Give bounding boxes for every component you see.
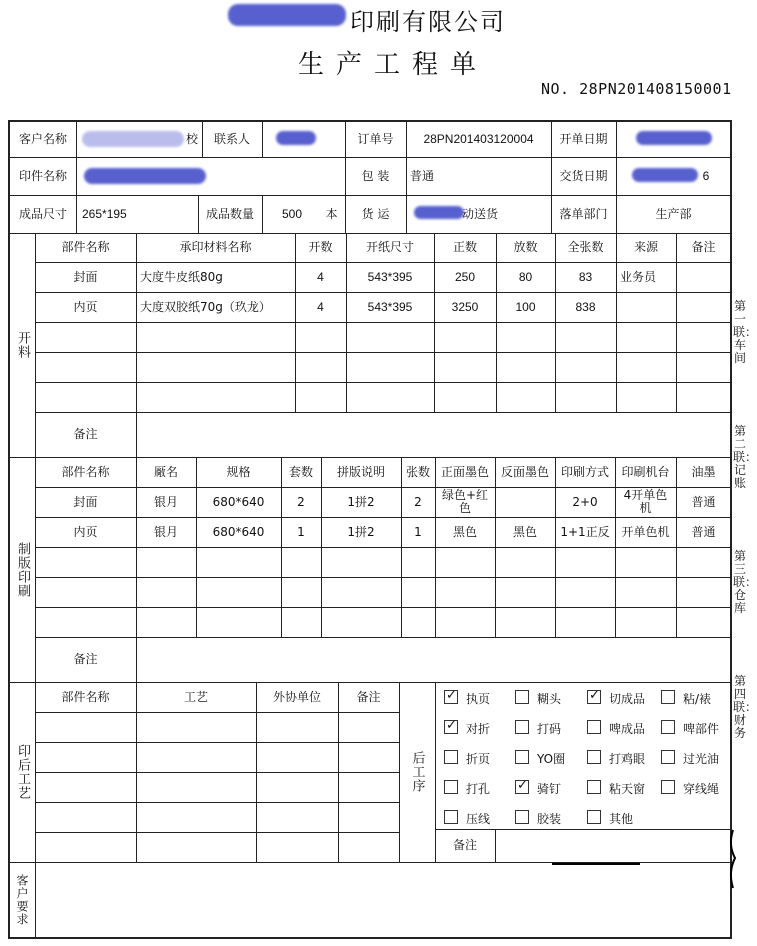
print-header-cell: 规格 (226, 464, 251, 479)
checkbox-label: YO圈 (537, 752, 566, 766)
print-table-cell: 银月 (153, 494, 178, 509)
kailiao-table-cell: 83 (578, 269, 593, 284)
kailiao-table-cell: 80 (518, 269, 533, 284)
order-number-label: 订单号 (357, 131, 394, 146)
quantity-value: 500 (281, 206, 303, 221)
checkbox-label: 粘天窗 (609, 782, 646, 796)
checkbox-label: 啤部件 (683, 722, 720, 736)
finished-size-label: 成品尺寸 (18, 206, 67, 221)
kailiao-table-cell: 内页 (73, 299, 98, 314)
print-table-cell (495, 487, 555, 517)
print-table-cell: 2+0 (572, 494, 598, 509)
redacted-delivery-date (632, 168, 698, 182)
checkbox-label: 切成品 (609, 692, 646, 706)
section-kailiao: 开料 (15, 331, 30, 359)
checkbox[interactable] (515, 720, 529, 734)
kailiao-table-cell (616, 292, 680, 322)
kailiao-table-cell (676, 292, 731, 322)
post-header-part: 部件名称 (61, 689, 110, 704)
redacted-customer-name (82, 131, 184, 147)
checkbox-label: 打鸡眼 (609, 752, 646, 766)
kailiao-header-cell: 开纸尺寸 (365, 240, 414, 254)
print-remark-label: 备注 (73, 652, 98, 666)
kailiao-table-cell: 543*395 (367, 269, 413, 284)
customer-name-label: 客户名称 (18, 131, 67, 146)
print-header-cell: 油墨 (691, 464, 716, 479)
section-print: 制版印刷 (15, 541, 30, 598)
print-header-cell: 厰名 (153, 464, 178, 479)
shipping-value: 动送货 (462, 206, 499, 221)
print-table-cell: 1 (297, 524, 305, 539)
packing-label: 包 装 (361, 168, 390, 183)
department-label: 落单部门 (559, 206, 608, 221)
delivery-date-label: 交货日期 (559, 168, 608, 183)
customer-name-value: 校 (185, 131, 198, 146)
checkbox[interactable] (587, 750, 601, 764)
post-process-label: 后工序 (409, 751, 425, 793)
checkbox-label: 骑钉 (537, 782, 562, 796)
company-name: 印刷有限公司 (350, 8, 506, 36)
kailiao-table-cell: 4 (317, 269, 324, 284)
print-table-cell: 绿色+红色 (441, 488, 489, 515)
page-title: 生产工程单 (298, 50, 489, 80)
shipping-label: 货 运 (361, 206, 390, 221)
kailiao-header-cell: 放数 (513, 240, 538, 254)
packing-value: 普通 (410, 168, 435, 183)
kailiao-header-cell: 全张数 (567, 240, 604, 254)
post-remark-label: 备注 (452, 838, 477, 852)
checkbox[interactable] (444, 810, 458, 824)
kailiao-table-cell (676, 262, 731, 292)
print-table-cell: 1拼2 (347, 524, 375, 539)
checkbox[interactable] (661, 690, 675, 704)
print-header-cell: 正面墨色 (440, 464, 489, 479)
kailiao-header-cell: 承印材料名称 (179, 240, 252, 254)
checkbox-label: 压线 (466, 812, 491, 826)
checkbox-label: 其他 (609, 812, 634, 826)
checkbox-label: 粘/裱 (683, 692, 712, 706)
print-table-cell: 680*640 (212, 524, 265, 539)
kailiao-remark-label: 备注 (73, 427, 98, 441)
checkbox-label: 打孔 (466, 782, 491, 796)
print-header-cell: 张数 (405, 464, 430, 479)
checkbox[interactable] (587, 720, 601, 734)
section-customer-requirements: 客户要求 (15, 874, 29, 926)
checkbox[interactable] (515, 690, 529, 704)
section-post-process: 印后工艺 (15, 744, 30, 800)
print-header-cell: 套数 (288, 464, 313, 479)
print-table-cell: 银月 (153, 524, 178, 539)
checkbox-label: 对折 (466, 722, 491, 736)
checkbox[interactable] (587, 690, 601, 704)
print-header-cell: 反面墨色 (500, 464, 549, 479)
print-table-cell: 普通 (691, 494, 716, 509)
copy-label: 第四联：财务 (733, 674, 757, 740)
print-table-cell: 680*640 (212, 494, 265, 509)
post-header-remark: 备注 (356, 689, 381, 704)
contact-label: 联系人 (213, 131, 250, 146)
checkbox[interactable] (444, 780, 458, 794)
checkbox-label: 折页 (466, 752, 491, 766)
print-table-cell: 黑色 (452, 524, 477, 539)
checkbox-label: 胶装 (537, 812, 562, 826)
kailiao-table-cell: 业务员 (620, 269, 657, 284)
checkbox-label: 执页 (466, 692, 491, 706)
kailiao-table-cell: 543*395 (367, 299, 413, 314)
kailiao-header-cell: 正数 (452, 240, 477, 254)
checkbox[interactable] (515, 780, 529, 794)
open-date-label: 开单日期 (559, 131, 608, 146)
kailiao-header-cell: 备注 (691, 240, 716, 254)
checkbox[interactable] (444, 690, 458, 704)
print-table-cell: 黑色 (512, 524, 537, 539)
kailiao-header-cell: 来源 (633, 240, 658, 254)
print-table-cell: 1 (414, 524, 422, 539)
print-table-cell: 内页 (73, 524, 98, 539)
checkbox[interactable] (661, 780, 675, 794)
print-header-cell: 印刷机台 (621, 464, 670, 479)
quantity-unit: 本 (325, 206, 338, 221)
kailiao-header-cell: 部件名称 (61, 240, 110, 254)
checkbox[interactable] (515, 750, 529, 764)
finished-size-value: 265*195 (82, 206, 127, 221)
copy-label: 第三联：仓库 (733, 549, 757, 615)
checkbox[interactable] (515, 810, 529, 824)
redacted-contact (276, 131, 316, 145)
print-table-cell: 4开单色机 (623, 488, 668, 515)
item-name-label: 印件名称 (18, 168, 67, 183)
print-header-cell: 部件名称 (61, 464, 110, 479)
post-header-vendor: 外协单位 (272, 689, 321, 704)
print-table-cell: 2 (414, 494, 422, 509)
redacted-open-date (636, 131, 712, 145)
checkbox-label: 过光油 (683, 752, 720, 766)
post-header-craft: 工艺 (183, 689, 208, 704)
checkbox[interactable] (444, 720, 458, 734)
checkbox[interactable] (587, 780, 601, 794)
print-table-cell: 1+1正反 (560, 524, 610, 539)
checkbox-label: 打码 (537, 722, 562, 736)
print-table-cell: 普通 (691, 524, 716, 539)
kailiao-table-cell: 100 (515, 299, 536, 314)
order-number-value: 28PN201403120004 (423, 131, 534, 146)
print-header-cell: 印刷方式 (560, 464, 609, 479)
print-table-cell: 封面 (73, 494, 98, 509)
print-header-cell: 拼版说明 (336, 464, 385, 479)
kailiao-header-cell: 开数 (308, 240, 333, 254)
redacted-item-name (84, 168, 206, 184)
print-table-cell: 1拼2 (347, 494, 375, 509)
checkbox-label: 糊头 (537, 692, 562, 706)
copy-label: 第二联：记账 (733, 424, 757, 490)
kailiao-table-cell: 大度双胶纸70g（玖龙） (140, 299, 271, 314)
document-number: NO. 28PN201408150001 (541, 80, 732, 98)
checkbox-label: 穿线绳 (683, 782, 720, 796)
kailiao-table-cell: 大度牛皮纸80g (140, 269, 223, 284)
print-table-cell: 开单色机 (621, 524, 670, 539)
checkbox[interactable] (444, 750, 458, 764)
checkbox[interactable] (661, 750, 675, 764)
checkbox-label: 啤成品 (609, 722, 646, 736)
kailiao-table-cell: 250 (454, 269, 476, 284)
kailiao-table-cell: 封面 (73, 269, 98, 284)
checkbox[interactable] (587, 810, 601, 824)
print-table-cell: 2 (297, 494, 305, 509)
kailiao-table-cell: 838 (575, 299, 596, 314)
department-value: 生产部 (655, 206, 692, 221)
delivery-date-value: 6 (702, 168, 710, 183)
copy-label: 第一联：车间 (733, 299, 757, 365)
redacted-shipping (414, 206, 464, 219)
quantity-label: 成品数量 (205, 206, 254, 221)
kailiao-table-cell: 4 (317, 299, 324, 314)
kailiao-table-cell: 3250 (451, 299, 479, 314)
checkbox[interactable] (661, 720, 675, 734)
